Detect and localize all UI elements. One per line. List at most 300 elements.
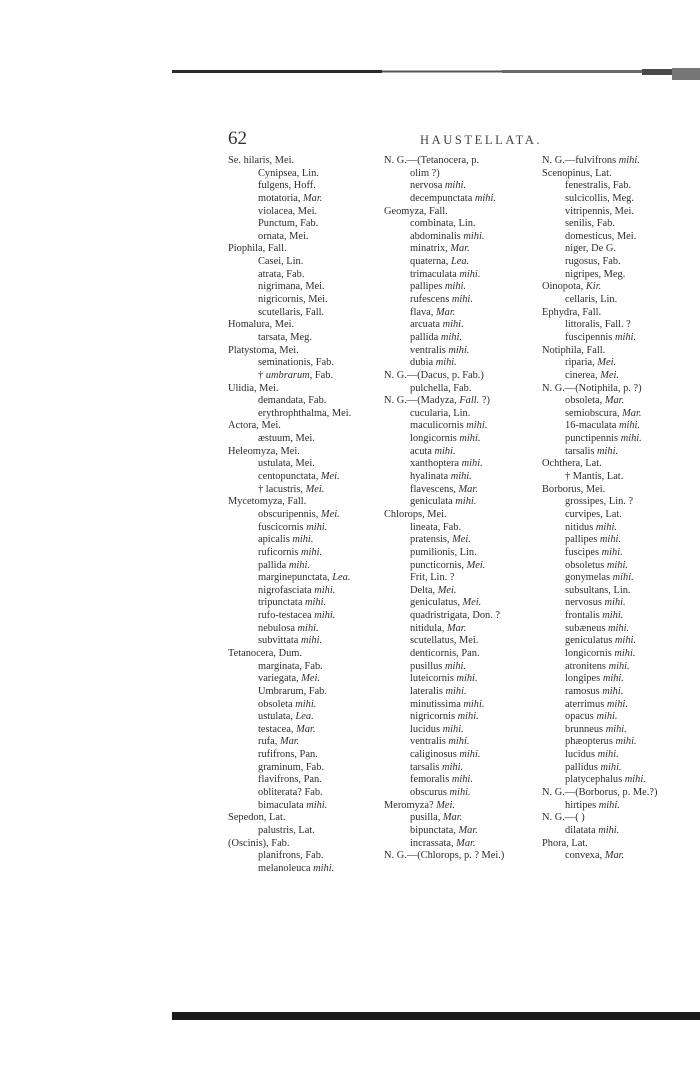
entry-text: N. G.—(Chlorops, p. ? Mei.) [384,850,505,862]
genus-heading [384,800,540,813]
entry-authority: Mei. [600,369,619,381]
entry-authority: mihi. [313,862,335,874]
entry-text: marginepunctata, [258,572,333,584]
entry-text: riparia, [565,357,598,369]
entry-authority: mihi. [306,799,328,811]
entry-authority: Mar. [604,850,625,862]
genus-heading [228,496,380,509]
species-entry [542,433,698,446]
entry-text: fuscipes [565,546,602,558]
entry-text: lateralis [410,685,446,697]
entry-authority: mihi. [596,711,618,723]
species-entry [228,749,380,762]
entry-text: pallidus [565,761,601,773]
species-entry [542,509,698,522]
genus-heading [228,446,380,459]
entry-text: longipes [565,673,603,685]
entry-authority: mihi. [463,230,485,242]
entry-authority: Mar. [442,812,463,824]
species-entry [384,496,540,509]
genus-heading [228,838,380,851]
entry-text: denticornis, Pan. [410,647,480,659]
entry-text: obsoletus [565,559,607,571]
entry-authority: Lea. [450,256,470,268]
entry-text: variegata, [258,673,302,685]
entry-suffix: , Fab. [309,369,334,381]
species-entry [228,471,380,484]
species-entry [542,774,698,787]
entry-authority: mihi. [608,660,630,672]
entry-authority: Mar. [450,243,470,255]
running-head: HAUSTELLATA. [420,133,543,147]
entry-authority: mihi. [606,559,628,571]
entry-authority: mihi. [434,445,456,457]
species-entry [384,471,540,484]
species-entry [542,572,698,585]
entry-text: pusilla, [410,812,443,824]
entry-text: punctipennis [565,433,621,445]
entry-authority: mihi. [292,534,314,546]
species-entry [384,269,540,282]
entry-text: violacea, Mei. [258,205,318,217]
entry-text: rufa, [258,736,280,748]
species-entry [228,800,380,813]
entry-authority: mihi. [459,268,481,280]
entry-text: combinata, Lin. [410,218,476,230]
entry-text: bipunctata, [410,824,459,836]
entry-text: bimaculata [258,799,307,811]
entry-text: hirtipes [565,799,599,811]
species-entry [228,458,380,471]
entry-authority: mihi. [605,723,627,735]
species-entry [542,395,698,408]
entry-authority: mihi. [449,787,471,799]
entry-authority: mihi. [598,824,620,836]
entry-authority: mihi. [459,749,481,761]
entry-text: testacea, [258,723,297,735]
entry-text: motatoria, [258,192,304,204]
species-entry [542,711,698,724]
species-entry [228,736,380,749]
species-entry [542,547,698,560]
entry-text: obsoleta, [565,395,605,407]
species-entry [542,800,698,813]
species-entry [228,610,380,623]
genus-heading [228,812,380,825]
species-entry [384,180,540,193]
entry-text: ustulata, [258,711,296,723]
entry-authority: Mei. [301,673,321,685]
entry-authority: mihi. [295,698,317,710]
species-entry [228,408,380,421]
genus-heading [228,345,380,358]
entry-authority: Lea. [295,711,314,723]
entry-authority: mihi. [597,445,619,457]
entry-authority: mihi. [618,155,640,166]
species-entry [542,597,698,610]
entry-text: flavescens, [410,483,459,495]
species-entry [384,281,540,294]
entry-text: tarsalis [565,445,598,457]
entry-text: aterrimus [565,698,607,710]
entry-authority: Mar. [458,824,478,836]
entry-authority: Mei. [320,471,340,483]
entry-text: N. G.—(Dacus, p. Fab.) [384,369,484,381]
species-entry [228,307,380,320]
entry-text: N. G.—(Madyza, [384,395,460,407]
entry-authority: mihi. [614,331,637,343]
species-entry [542,522,698,535]
species-entry [228,863,380,876]
species-entry [384,522,540,535]
entry-text: cinerea, [565,369,601,381]
entry-text: longicornis [565,647,615,659]
entry-text: graminum, Fab. [258,761,325,773]
genus-heading [542,383,698,396]
species-entry [228,509,380,522]
entry-text: rufescens [410,294,452,306]
entry-text: scutellaris, Fall. [258,306,325,318]
entry-text: Ochthera, Lat. [542,458,602,470]
entry-text: tripunctata [258,597,306,609]
entry-authority: Mei. [437,584,457,596]
species-entry [384,547,540,560]
entry-text: brunneus [565,723,606,735]
species-entry [384,294,540,307]
entry-authority: mihi. [599,534,621,546]
entry-authority: mihi. [601,546,623,558]
entry-authority: mihi. [442,723,464,735]
genus-heading [542,458,698,471]
column-2 [384,155,540,863]
species-entry [384,623,540,636]
species-entry [228,180,380,193]
entry-text: platycephalus [565,774,625,786]
entry-authority: mihi. [301,635,323,647]
species-entry [228,661,380,674]
species-entry [384,749,540,762]
entry-text: Casei, Lin. [258,256,304,268]
entry-text: incrassata, [410,837,457,849]
entry-text: fenestralis, Fab. [565,180,632,192]
genus-heading [228,383,380,396]
species-entry [542,332,698,345]
entry-text: convexa, [565,850,605,862]
entry-text: † [258,369,266,381]
genus-heading [228,648,380,661]
entry-authority: mihi. [450,471,472,483]
entry-authority: mihi. [602,610,624,622]
entry-text: gonymelas [565,572,613,584]
entry-text: subæneus [565,622,609,634]
entry-text: acuta [410,445,435,457]
entry-text: quadristrigata, Don. ? [410,610,501,622]
species-entry [542,446,698,459]
species-entry [384,686,540,699]
entry-authority: mihi. [440,331,462,343]
species-entry [384,168,540,181]
entry-authority: mihi. [451,774,473,786]
entry-text: marginata, Fab. [258,660,323,672]
entry-text: longicornis [410,433,460,445]
species-entry [228,673,380,686]
entry-text: nitidus [565,521,596,533]
entry-text: Geomyza, Fall. [384,205,448,217]
entry-authority: mihi. [463,698,485,710]
entry-text: dubia [410,357,436,369]
genus-heading [228,243,380,256]
entry-text: Sepedon, Lat. [228,812,286,824]
entry-authority: mihi. [306,521,328,533]
entry-authority: Kir. [585,281,602,293]
species-entry [542,471,698,484]
entry-text: semiobscura, [565,407,623,419]
species-entry [542,749,698,762]
genus-heading [542,168,698,181]
entry-text: Mycetomyza, Fall. [228,496,307,508]
entry-text: Ulidia, Mei. [228,382,279,394]
entry-text: palustris, Lat. [258,824,315,836]
entry-text: geniculatus [565,635,615,647]
species-entry [542,610,698,623]
species-entry [228,699,380,712]
entry-authority: Mei. [320,508,340,520]
entry-text: pumilionis, Lin. [410,546,477,558]
species-entry [384,357,540,370]
species-entry [228,623,380,636]
species-entry [384,661,540,674]
genus-heading [542,281,698,294]
entry-authority: Mei. [466,559,486,571]
entry-text: arcuata [410,319,443,331]
genus-heading [228,319,380,332]
species-entry [384,458,540,471]
species-entry [542,736,698,749]
entry-text: puncticornis, [410,559,467,571]
species-entry [228,294,380,307]
scan-edge-top [172,68,700,82]
entry-text: erythrophthalma, Mei. [258,407,352,419]
species-entry [542,193,698,206]
entry-text: N. G.—(Tetanocera, p. [384,155,480,166]
entry-text: rugosus, Fab. [565,256,621,268]
entry-authority: mihi. [474,192,496,204]
entry-text: seminationis, Fab. [258,357,334,369]
genus-heading [542,787,698,800]
entry-text: melanoleuca [258,862,314,874]
species-entry [384,838,540,851]
species-entry [384,218,540,231]
entry-text: † Mantis, Lat. [565,471,624,483]
entry-text: Punctum, Fab. [258,218,319,230]
species-entry [384,699,540,712]
entry-authority: mihi. [608,622,630,634]
species-entry [228,168,380,181]
species-entry [542,585,698,598]
entry-text: lucidus [565,749,598,761]
entry-authority: mihi. [618,420,641,432]
species-entry [384,420,540,433]
species-entry [228,433,380,446]
species-entry [384,736,540,749]
species-entry [542,534,698,547]
entry-text: sulcicollis, Meg. [565,192,634,204]
entry-text: dilatata [565,824,599,836]
species-entry [542,635,698,648]
genus-heading [542,155,698,168]
entry-text: obliterata? Fab. [258,787,323,799]
entry-text: curvipes, Lat. [565,508,622,520]
entry-text: Ephydra, Fall. [542,306,602,318]
entry-text: centopunctata, [258,471,321,483]
entry-text: nitidula, [410,622,447,634]
entry-text: pallipes [565,534,600,546]
species-entry [384,231,540,244]
entry-text: ustulata, Mei. [258,458,315,470]
entry-text: cucularia, Lin. [410,407,471,419]
entry-authority: mihi. [456,673,478,685]
entry-text: niger, De G. [565,243,616,255]
species-entry [542,699,698,712]
species-entry [542,218,698,231]
genus-heading [384,155,540,168]
entry-authority: mihi. [288,559,310,571]
entry-text: Frit, Lin. ? [410,572,455,584]
species-entry [228,206,380,219]
species-entry [384,408,540,421]
species-entry [542,496,698,509]
species-entry [384,433,540,446]
entry-text: fuscicornis [258,521,307,533]
entry-text: pallida [258,559,289,571]
species-entry [228,825,380,838]
entry-authority: Mei. [436,799,455,811]
entry-text: N. G.—(Notiphila, p. ?) [542,382,642,394]
entry-text: Oinopota, [542,281,586,293]
entry-authority: Mar. [435,306,456,318]
entry-text: littoralis, Fall. ? [565,319,631,331]
entry-authority: Mar. [604,395,625,407]
genus-heading [384,206,540,219]
species-entry [228,193,380,206]
entry-authority: mihi. [448,344,470,356]
entry-text: minutissima [410,698,464,710]
entry-text: pallipes [410,281,445,293]
column-1 [228,155,380,876]
entry-authority: mihi. [444,281,466,293]
entry-text: tarsata, Meg. [258,331,312,343]
entry-authority: mihi. [314,584,336,596]
entry-text: Scenopinus, Lat. [542,167,612,179]
entry-text: † lacustris, [258,483,306,495]
entry-text: geniculata [410,496,456,508]
entry-authority: mihi. [444,180,466,192]
species-entry [384,484,540,497]
entry-authority: mihi. [624,774,646,786]
entry-text: nervosa [410,180,445,192]
species-entry [384,787,540,800]
entry-text: Piophila, Fall. [228,243,287,255]
entry-text: nervosus [565,597,605,609]
species-entry [384,774,540,787]
entry-authority: mihi. [614,647,636,659]
genus-heading [542,812,698,825]
genus-heading [542,838,698,851]
entry-authority: Mar. [279,736,300,748]
species-entry [542,420,698,433]
entry-text: atrata, Fab. [258,268,305,280]
entry-text: subsultans, Lin. [565,584,631,596]
entry-suffix: ?) [479,395,490,407]
entry-authority: mihi. [620,433,642,445]
entry-authority: mihi. [455,496,477,508]
species-entry [384,597,540,610]
entry-authority: mihi. [442,319,464,331]
species-entry [542,180,698,193]
genus-heading [542,484,698,497]
entry-text: opacus [565,711,597,723]
entry-text: rufifrons, Pan. [258,749,318,761]
species-entry [228,522,380,535]
entry-text: nigripes, Meg. [565,268,626,280]
entry-text: N. G.—(Borborus, p. Me.?) [542,787,658,799]
entry-authority: mihi. [297,622,319,634]
species-entry [384,572,540,585]
entry-text: ornata, Mei. [258,230,309,242]
entry-text: geniculatus, [410,597,463,609]
species-entry [542,269,698,282]
species-entry [384,307,540,320]
species-entry [384,724,540,737]
entry-authority: Mei. [452,534,471,546]
species-entry [384,243,540,256]
entry-text: trimaculata [410,268,460,280]
species-entry [542,724,698,737]
page-number: 62 [228,128,247,149]
entry-text: abdominalis [410,230,464,242]
entry-authority: Mar. [446,622,467,634]
entry-text: olim ?) [410,167,440,179]
species-entry [228,370,380,383]
entry-authority: mihi. [606,698,628,710]
species-entry [384,825,540,838]
species-entry [228,560,380,573]
entry-text: Umbrarum, Fab. [258,685,327,697]
species-entry [384,383,540,396]
species-entry [542,661,698,674]
species-entry [384,446,540,459]
species-entry [542,648,698,661]
species-entry [228,686,380,699]
genus-heading [542,345,698,358]
species-entry [228,256,380,269]
species-entry [384,610,540,623]
species-entry [384,256,540,269]
entry-text: nigrimana, Mei. [258,281,325,293]
species-entry [384,812,540,825]
entry-text: æstuum, Mei. [258,433,315,445]
entry-text: Heleomyza, Mei. [228,445,300,457]
entry-text: senilis, Fab. [565,218,615,230]
entry-text: subvittata [258,635,301,647]
entry-text: minatrix, [410,243,451,255]
genus-heading [384,509,540,522]
entry-authority: mihi. [600,761,622,773]
entry-authority: Mar. [458,483,478,495]
species-entry [228,711,380,724]
entry-text: N. G.—fulvifrons [542,155,619,166]
species-entry [384,332,540,345]
